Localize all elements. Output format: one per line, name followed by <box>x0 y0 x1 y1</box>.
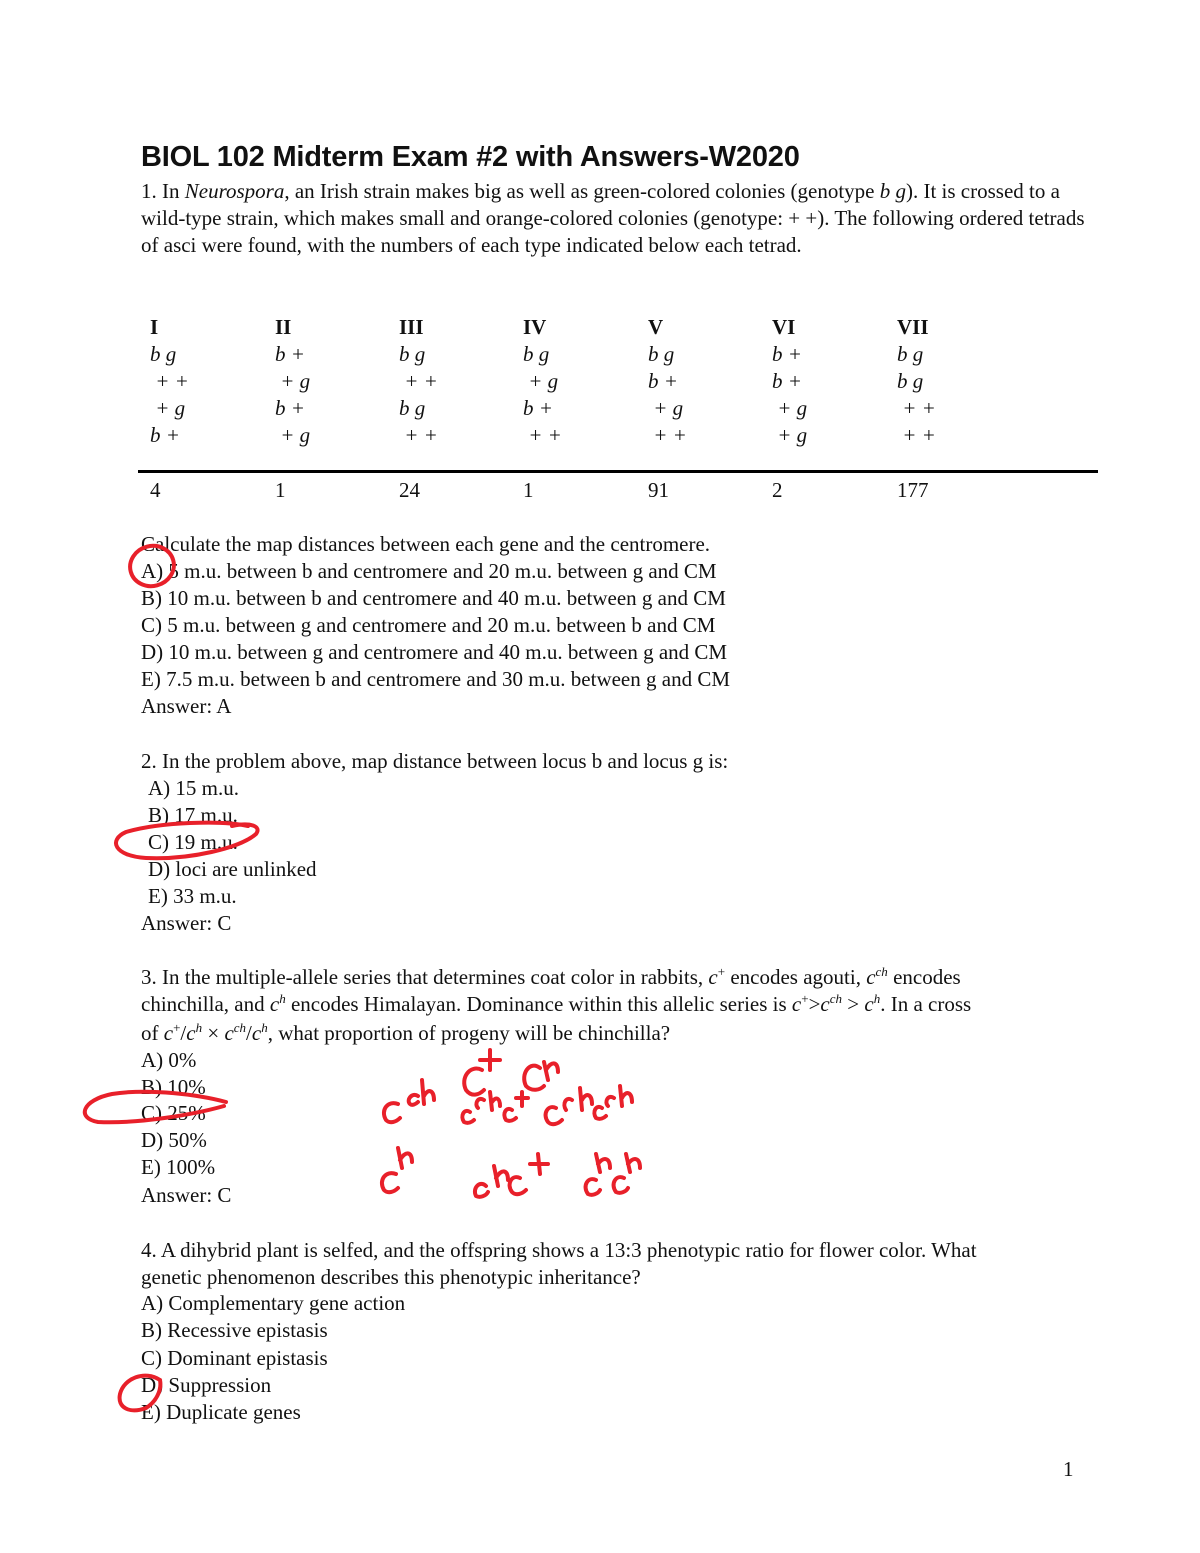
q3-answer: Answer: C <box>141 1183 232 1207</box>
handwritten-genotypes <box>382 1050 640 1197</box>
tetrad-column: VII b g b g + + + + 177 <box>897 315 936 502</box>
q4-option-d: D) Suppression <box>141 1373 272 1397</box>
q3-option-e: E) 100% <box>141 1155 216 1179</box>
q4-option-b: B) Recessive epistasis <box>141 1318 328 1342</box>
q2-option-d: D) loci are unlinked <box>148 857 317 881</box>
q4-option-a: A) Complementary gene action <box>141 1291 406 1315</box>
q2-answer: Answer: C <box>141 911 232 935</box>
page-number: 1 <box>1063 1457 1074 1481</box>
q1-option-a: A) 5 m.u. between b and centromere and 20 m.u. between g and CM <box>141 559 717 583</box>
tetrad-count: 24 <box>399 478 420 502</box>
q4-option-c: C) Dominant epistasis <box>141 1346 328 1370</box>
q1-intro: 1. In Neurospora, an Irish strain makes big as well as green-colored colonies (genotype b g). It is crossed to a wild-type strain, which makes small and orange-colored colonies (genotype: + +). The following ordered tetrads of asci were found, with the numbers of each type indicated below each tetrad. <box>141 179 1085 257</box>
q1-option-e: E) 7.5 m.u. between b and centromere and 30 m.u. between g and CM <box>141 667 730 691</box>
q2-option-b: B) 17 m.u. <box>148 803 238 827</box>
q2-option-a: A) 15 m.u. <box>148 776 239 800</box>
tetrad-count: 2 <box>772 478 783 502</box>
q3-line-3: of $c^+/c^h \times c^{ch}/c^h$, what proportion of progeny will be chinchilla? <box>141 1020 671 1045</box>
tetrad-column: VI b + b + + g + g 2 <box>772 315 808 502</box>
tetrad-column: I b g + + + g b + 4 <box>150 315 189 502</box>
tetrad-column: IV b g + g b + + + 1 <box>523 315 562 502</box>
q3-line-2: chinchilla, and $c^h$ encodes Himalayan. Dominance within this allelic series is $c^+>c^{ch} > c^h$. In a cross <box>141 991 972 1016</box>
tetrad-count: 91 <box>648 478 669 502</box>
tetrad-column: II b + + g b + + g 1 <box>275 315 311 502</box>
q4-option-e: E) Duplicate genes <box>141 1400 301 1424</box>
q3-option-b: B) 10% <box>141 1075 206 1099</box>
tetrad-column: V b g b + + g + + 91 <box>648 315 687 502</box>
q1-option-d: D) 10 m.u. between g and centromere and 40 m.u. between g and CM <box>141 640 728 664</box>
tetrad-count: 4 <box>150 478 161 502</box>
tetrad-column: III b g + + b g + + 24 <box>399 315 438 502</box>
q3-line-1: 3. In the multiple-allele series that determines coat color in rabbits, c+ encodes agouti, $c^{ch}$ encodes <box>141 964 961 989</box>
q3-option-c: C) 25% <box>141 1101 206 1125</box>
q1-answer: Answer: A <box>141 694 232 718</box>
q2-option-e: E) 33 m.u. <box>148 884 237 908</box>
q2-option-c: C) 19 m.u. <box>148 830 238 854</box>
table-divider <box>138 470 1098 473</box>
q1-prompt: Calculate the map distances between each gene and the centromere. <box>141 532 711 556</box>
q4-line-2: genetic phenomenon describes this phenotypic inheritance? <box>141 1265 641 1289</box>
q4-line-1: 4. A dihybrid plant is selfed, and the offspring shows a 13:3 phenotypic ratio for flower color. What <box>141 1238 977 1262</box>
q3-option-a: A) 0% <box>141 1048 197 1072</box>
q1-option-b: B) 10 m.u. between b and centromere and 40 m.u. between g and CM <box>141 586 726 610</box>
tetrad-count: 177 <box>897 478 929 502</box>
page-title: BIOL 102 Midterm Exam #2 with Answers-W2020 <box>141 141 800 173</box>
q3-option-d: D) 50% <box>141 1128 207 1152</box>
q1-option-c: C) 5 m.u. between g and centromere and 20 m.u. between b and CM <box>141 613 716 637</box>
q2-prompt: 2. In the problem above, map distance between locus b and locus g is: <box>141 749 729 773</box>
tetrad-count: 1 <box>275 478 286 502</box>
tetrad-count: 1 <box>523 478 534 502</box>
